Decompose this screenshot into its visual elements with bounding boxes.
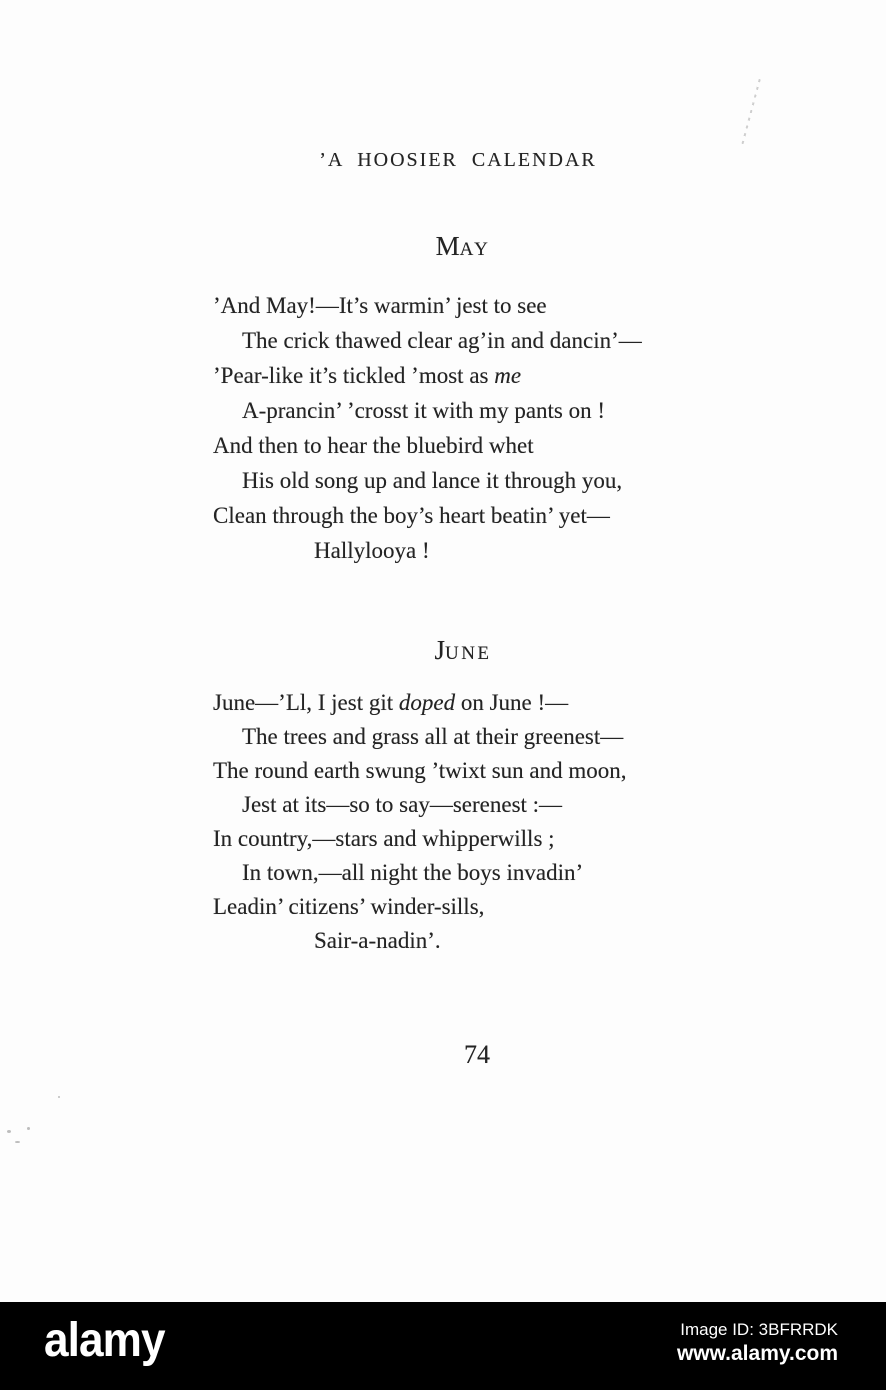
- scan-speck: [27, 1127, 30, 1130]
- poem-line: [213, 754, 833, 788]
- poem-text: The crick thawed clear ag’in and dancin’—: [242, 328, 642, 353]
- poem-text: on June !—: [455, 690, 569, 715]
- poem-title-june: [20, 637, 886, 664]
- poem-line: [213, 788, 833, 822]
- poem-line: [213, 323, 833, 358]
- running-header: ’A HOOSIER CALENDAR: [319, 149, 597, 171]
- poem-title-may-initial: M: [435, 231, 460, 261]
- poem-line: [213, 428, 833, 463]
- alamy-logo: alamy: [44, 1314, 165, 1367]
- alamy-url-text: www.alamy.com: [676, 1342, 838, 1365]
- poem-text: In town,—all night the boys invadin’: [242, 860, 584, 885]
- poem-text: His old song up and lance it through you,: [242, 468, 623, 493]
- poem-line: [213, 288, 833, 323]
- poem-text: The round earth swung ’twixt sun and moon,: [213, 758, 627, 783]
- image-id-text: Image ID: 3BFRRDK: [680, 1320, 838, 1339]
- poem-text: Hallylooya !: [314, 538, 430, 563]
- scan-speck: [15, 1141, 20, 1143]
- poem-word-italic: doped: [398, 690, 456, 715]
- poem-text: Leadin’ citizens’ winder-sills,: [213, 894, 485, 919]
- poem-line: [213, 856, 833, 890]
- poem-line: [213, 822, 833, 856]
- poem-text: The trees and grass all at their greenest—: [242, 724, 624, 749]
- poem-line: [213, 890, 833, 924]
- poem-text: A-prancin’ ’crosst it with my pants on !: [242, 398, 606, 423]
- scan-scratch-artifact: [741, 79, 761, 145]
- poem-title-may: [20, 233, 886, 260]
- poem-line: [213, 924, 833, 958]
- watermark-info: [677, 1319, 838, 1367]
- poem-title-june-initial: J: [434, 635, 445, 665]
- poem-text: ’Pear-like it’s tickled ’most as: [213, 363, 495, 388]
- poem-line: [213, 533, 833, 568]
- poem-line: [213, 686, 833, 720]
- poem-text: ’And May!—It’s warmin’ jest to see: [213, 293, 547, 318]
- scan-speck: [58, 1096, 60, 1098]
- poem-line: [213, 358, 833, 393]
- poem-text: Clean through the boy’s heart beatin’ yet—: [213, 503, 610, 528]
- poem-line: [213, 463, 833, 498]
- poem-text: June—’Ll, I jest git: [213, 690, 399, 715]
- poem-text: In country,—stars and whipperwills ;: [213, 826, 555, 851]
- poem-line: [213, 720, 833, 754]
- poem-text: Jest at its—so to say—serenest :—: [242, 792, 563, 817]
- poem-title-may-rest: AY: [459, 239, 491, 260]
- poem-line: [213, 498, 833, 533]
- scan-speck: [7, 1130, 11, 1133]
- poem-line: [213, 393, 833, 428]
- alamy-watermark-bar: [0, 1302, 886, 1390]
- stanza-may: [213, 288, 833, 568]
- stanza-june: [213, 686, 833, 958]
- poem-word-italic: me: [494, 363, 522, 388]
- poem-text: And then to hear the bluebird whet: [213, 433, 534, 458]
- poem-text: Sair-a-nadin’.: [314, 928, 441, 953]
- page-number: 74: [464, 1040, 490, 1069]
- poem-title-june-rest: UNE: [444, 643, 492, 664]
